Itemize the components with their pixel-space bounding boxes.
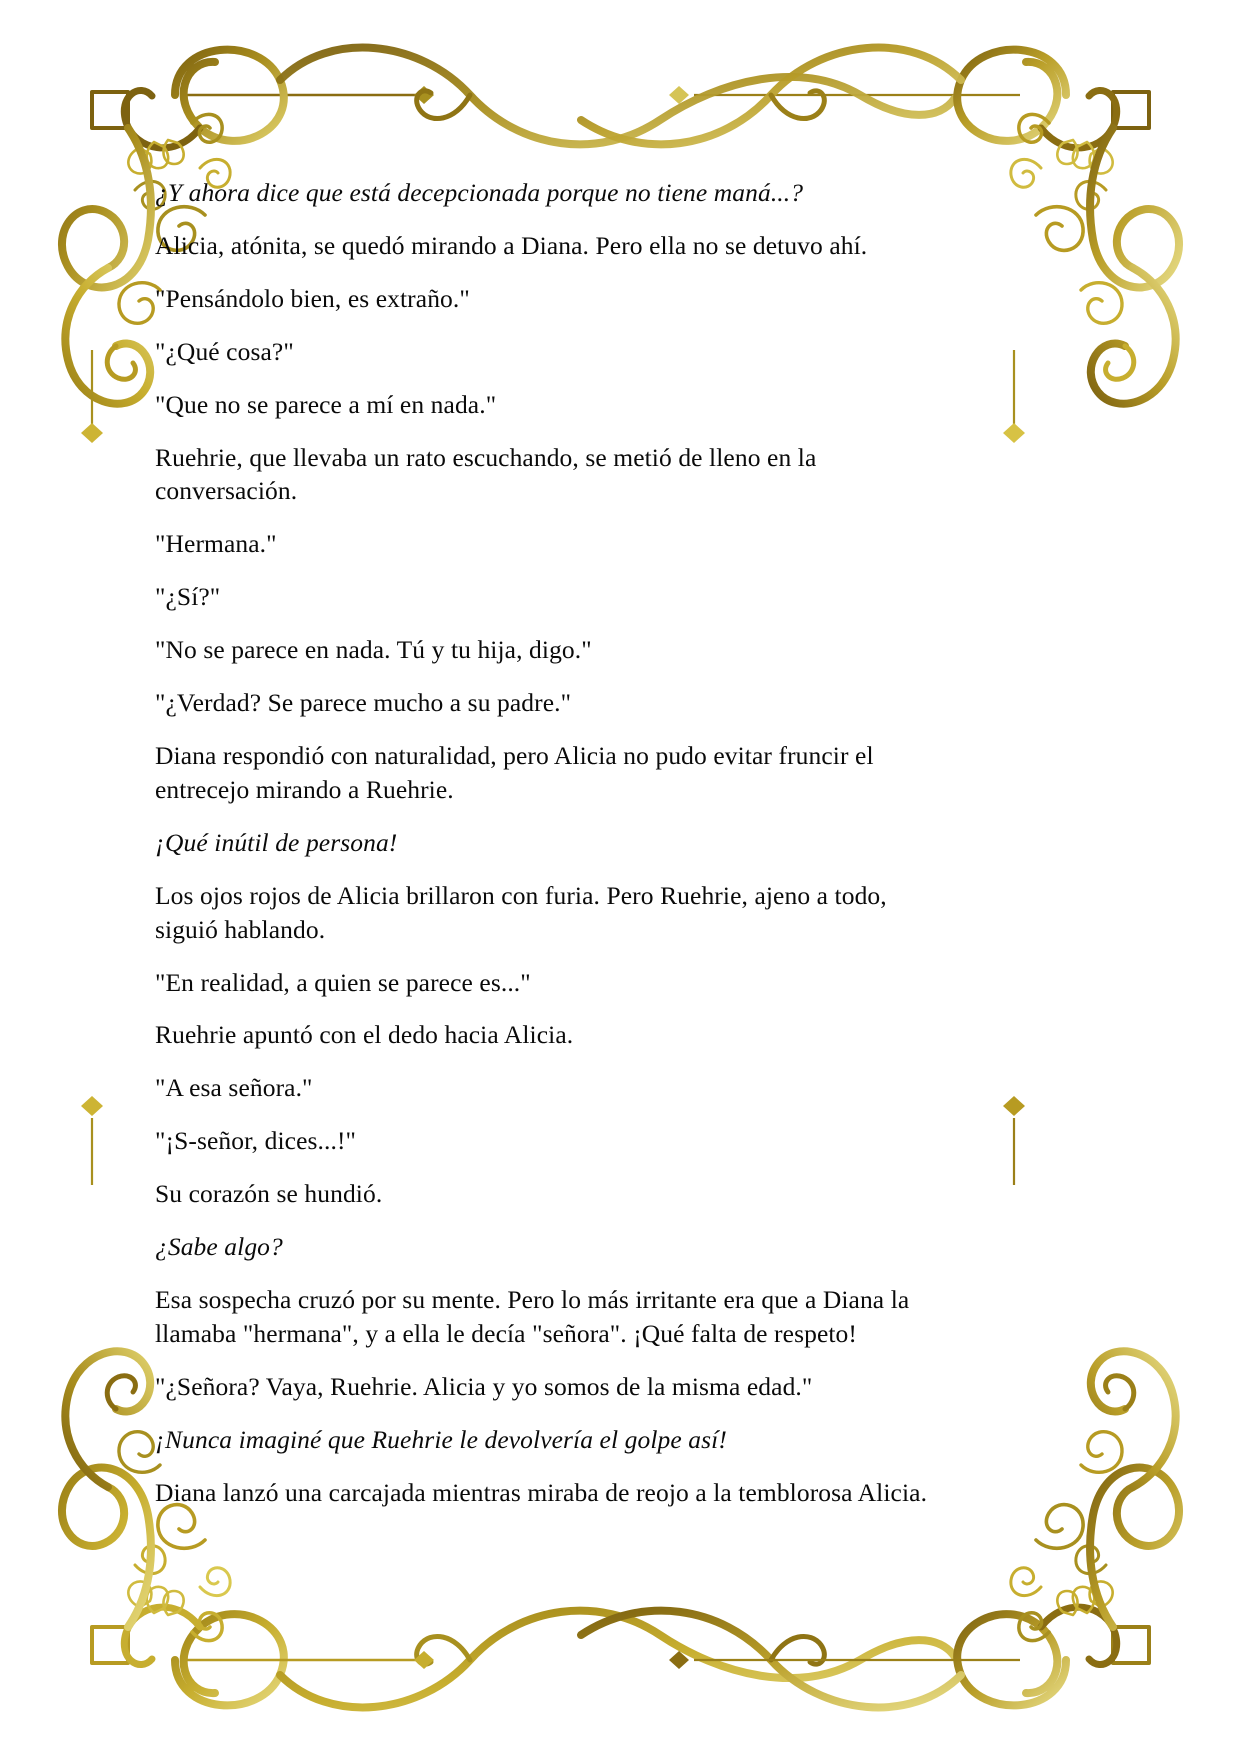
paragraph: ¿Sabe algo?	[155, 1232, 283, 1262]
story-text-body	[155, 176, 955, 1528]
paragraph: "¿Sí?"	[155, 582, 221, 612]
top-rule-ornament	[186, 86, 1020, 104]
paragraph: "En realidad, a quien se parece es..."	[155, 967, 531, 997]
paragraph: Ruehrie apuntó con el dedo hacia Alicia.	[155, 1020, 574, 1050]
paragraph: "Hermana."	[155, 529, 277, 559]
paragraph: Ruehrie, que llevaba un rato escuchando, se metió de lleno en la conversación.	[155, 442, 817, 506]
paragraph: ¡Nunca imaginé que Ruehrie le devolvería el golpe así!	[155, 1424, 727, 1454]
paragraph: "¡S-señor, dices...!"	[155, 1126, 357, 1156]
paragraph: "¿Señora? Vaya, Ruehrie. Alicia y yo somos de la misma edad."	[155, 1371, 813, 1401]
paragraph: ¿Y ahora dice que está decepcionada porque no tiene maná...?	[155, 178, 804, 207]
paragraph: Alicia, atónita, se quedó mirando a Diana. Pero ella no se detuvo ahí.	[155, 230, 868, 260]
left-rule-ornament	[81, 350, 103, 1185]
paragraph: Esa sospecha cruzó por su mente. Pero lo más irritante era que a Diana la llamaba "hermana", y a ella le decía "señora". ¡Qué falta de respeto!	[155, 1284, 910, 1348]
paragraph: ¡Qué inútil de persona!	[155, 827, 398, 857]
paragraph: Su corazón se hundió.	[155, 1179, 383, 1209]
paragraph: Diana lanzó una carcajada mientras miraba de reojo a la temblorosa Alicia.	[155, 1477, 928, 1507]
paragraph: "¿Verdad? Se parece mucho a su padre."	[155, 688, 572, 718]
right-rule-ornament	[1003, 350, 1025, 1185]
bottom-rule-ornament	[186, 1651, 1020, 1669]
paragraph: "Que no se parece a mí en nada."	[155, 389, 497, 419]
paragraph: Diana respondió con naturalidad, pero Alicia no pudo evitar fruncir el entrecejo mirando a Ruehrie.	[155, 740, 874, 804]
paragraph: "A esa señora."	[155, 1073, 313, 1103]
paragraph: "Pensándolo bien, es extraño."	[155, 283, 470, 313]
paragraph: Los ojos rojos de Alicia brillaron con furia. Pero Ruehrie, ajeno a todo, siguió hablando.	[155, 880, 887, 944]
paragraph: "¿Qué cosa?"	[155, 336, 294, 366]
paragraph: "No se parece en nada. Tú y tu hija, digo."	[155, 635, 592, 665]
